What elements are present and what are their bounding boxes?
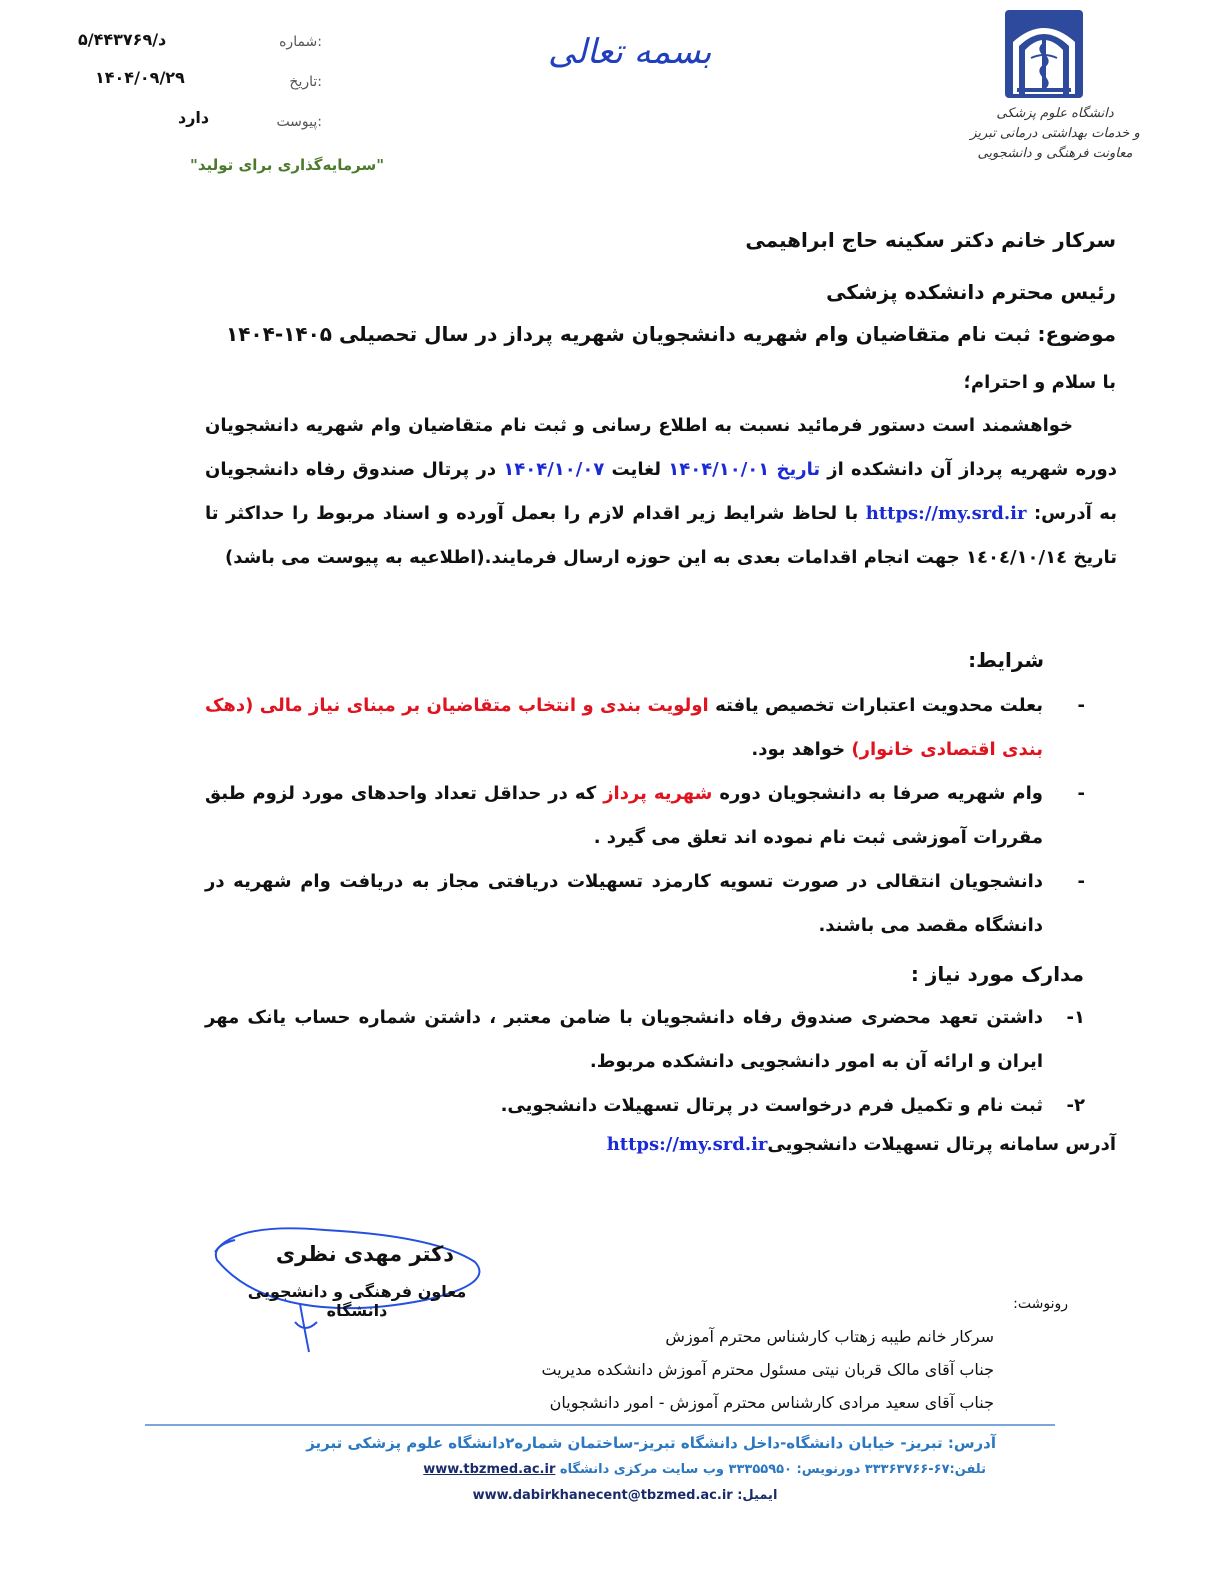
- footer-phone: تلفن:۶۷-۳۳۳۶۳۷۶۶ دورنویس: ۳۳۳۵۵۹۵۰ وب سایت مرکزی دانشگاه: [559, 1462, 986, 1477]
- list-marker: -: [1077, 783, 1085, 804]
- body-text-1: خواهشمند است دستور فرمائید نسبت به اطلاع رسانی و ثبت نام متقاضیان وام شهریه دانشجویان دوره شهریه پرداز آن دانشکده از: [205, 415, 1117, 480]
- document-item-2: [205, 1084, 1085, 1128]
- document-1-text: داشتن تعهد محضری صندوق رفاه دانشجویان با ضامن معتبر ، داشتن شماره حساب یانک مهر ایران و ارائه آن به امور دانشجویی دانشکده مربوط.: [205, 1007, 1043, 1072]
- cc-line: جناب آقای مالک قربان نیتی مسئول محترم آموزش دانشکده مدیریت: [541, 1360, 994, 1379]
- date-label: تاریخ:: [289, 74, 322, 90]
- body-text-5: جهت انجام اقدامات بعدی به این حوزه ارسال فرمایند.(اطلاعیه به پیوست می باشد): [224, 547, 960, 568]
- footer-contact: [86, 1462, 986, 1477]
- body-paragraph: [205, 404, 1117, 580]
- body-text-2: لغایت: [611, 459, 662, 480]
- footer-website-link[interactable]: www.tbzmed.ac.ir: [423, 1462, 556, 1477]
- attachment-value: دارد: [178, 108, 210, 127]
- recipient-title: رئیس محترم دانشکده پزشکی: [826, 280, 1116, 304]
- slogan: "سرمایه‌گذاری برای تولید": [190, 156, 385, 174]
- logo-caption-line-2: و خدمات بهداشتی درمانی تبریز: [970, 126, 1140, 141]
- cc-line: جناب آقای سعید مرادی کارشناس محترم آموزش - امور دانشجویان: [549, 1393, 994, 1412]
- portal-link[interactable]: https://my.srd.ir: [865, 503, 1027, 524]
- university-logo: [1003, 8, 1085, 100]
- cc-list: [294, 1320, 994, 1419]
- conditions-heading: شرایط:: [968, 648, 1044, 672]
- cc-line: سرکار خانم طیبه زهتاب کارشناس محترم آموزش: [665, 1327, 994, 1346]
- condition-2-highlight: شهریه پرداز: [603, 783, 713, 804]
- footer-email-label: ایمیل:: [737, 1488, 778, 1503]
- footer-address: آدرس: تبریز- خیابان دانشگاه-داخل دانشگاه تبریز-ساختمان شماره۲دانشگاه علوم پزشکی تبریز: [306, 1434, 996, 1452]
- condition-3-text: دانشجویان انتقالی در صورت تسویه کارمزد تسهیلات دریافتی مجاز به دریافت وام شهریه در دانشگاه مقصد می باشند.: [205, 871, 1043, 936]
- document-item-1: [205, 996, 1085, 1084]
- cc-label: رونوشت:: [1013, 1296, 1068, 1312]
- document-1-marker: ۱-: [1066, 1007, 1085, 1028]
- subject-line: موضوع: ثبت نام متقاضیان وام شهریه دانشجویان شهریه پرداز در سال تحصیلی ۱۴۰۵-۱۴۰۴: [226, 322, 1116, 346]
- document-2-marker: ۲-: [1066, 1095, 1085, 1116]
- condition-1-text-b: خواهد بود.: [751, 739, 846, 760]
- deadline-date: ١٤٠٤/١٠/١٤: [966, 547, 1068, 568]
- logo-caption-line-3: معاونت فرهنگی و دانشجویی: [977, 146, 1133, 161]
- logo-caption-line-1: دانشگاه علوم پزشکی: [996, 106, 1114, 121]
- documents-heading: مدارک مورد نیاز :: [910, 962, 1084, 986]
- body-text-4: با لحاظ شرایط زیر اقدام لازم را بعمل آورده و اسناد مربوط را حداکثر تا تاریخ: [205, 503, 1117, 568]
- condition-item-2: [205, 772, 1085, 860]
- greeting: با سلام و احترام؛: [963, 372, 1116, 393]
- portal-address-label: آدرس سامانه پرتال تسهیلات دانشجویی: [767, 1134, 1116, 1155]
- date-end: ۱۴۰۴/۱۰/۰۷: [503, 459, 605, 480]
- footer-email-row: [400, 1488, 850, 1503]
- body-text-3: در پرتال صندوق رفاه دانشجویان به آدرس:: [205, 459, 1117, 524]
- portal-address: [607, 1134, 1116, 1155]
- documents-list: [205, 996, 1085, 1128]
- condition-1-highlight: اولویت بندی و انتخاب متقاضیان بر مبنای نیاز مالی (دهک بندی اقتصادی خانوار): [205, 695, 1043, 760]
- condition-item-1: [205, 684, 1085, 772]
- list-marker: -: [1077, 695, 1085, 716]
- condition-1-text-a: بعلت محدویت اعتبارات تخصیص یافته: [715, 695, 1043, 716]
- condition-2-text-b: که در حداقل تعداد واحدهای مورد لزوم طبق مقررات آموزشی ثبت نام نموده اند تعلق می گیرد .: [205, 783, 1043, 848]
- number-value: ۵/د/۴۴۳۷۶۹: [78, 30, 167, 49]
- logo-caption: [970, 104, 1140, 164]
- condition-2-text-a: وام شهریه صرفا به دانشجویان دوره: [719, 783, 1043, 804]
- basmala: بسمه تعالی: [548, 32, 712, 72]
- footer-divider: [145, 1424, 1055, 1426]
- signer-title: معاون فرهنگی و دانشجویی دانشگاه: [247, 1282, 467, 1320]
- footer-email-link[interactable]: www.dabirkhanecent@tbzmed.ac.ir: [472, 1488, 733, 1503]
- signer-name: دکتر مهدی نظری: [275, 1242, 455, 1266]
- portal-address-link[interactable]: https://my.srd.ir: [606, 1134, 768, 1155]
- attachment-label: پیوست:: [276, 114, 322, 130]
- document-2-text: ثبت نام و تکمیل فرم درخواست در پرتال تسهیلات دانشجویی.: [500, 1095, 1043, 1116]
- recipient-name: سرکار خانم دکتر سکینه حاج ابراهیمی: [745, 228, 1116, 252]
- list-marker: -: [1077, 871, 1085, 892]
- number-label: شماره:: [279, 34, 322, 50]
- condition-item-3: [205, 860, 1085, 948]
- university-logo-icon: [1003, 8, 1085, 100]
- date-start: تاریخ ۱۴۰۴/۱۰/۰۱: [668, 459, 821, 480]
- date-value: ۱۴۰۴/۰۹/۲۹: [95, 68, 185, 87]
- conditions-list: [205, 684, 1085, 948]
